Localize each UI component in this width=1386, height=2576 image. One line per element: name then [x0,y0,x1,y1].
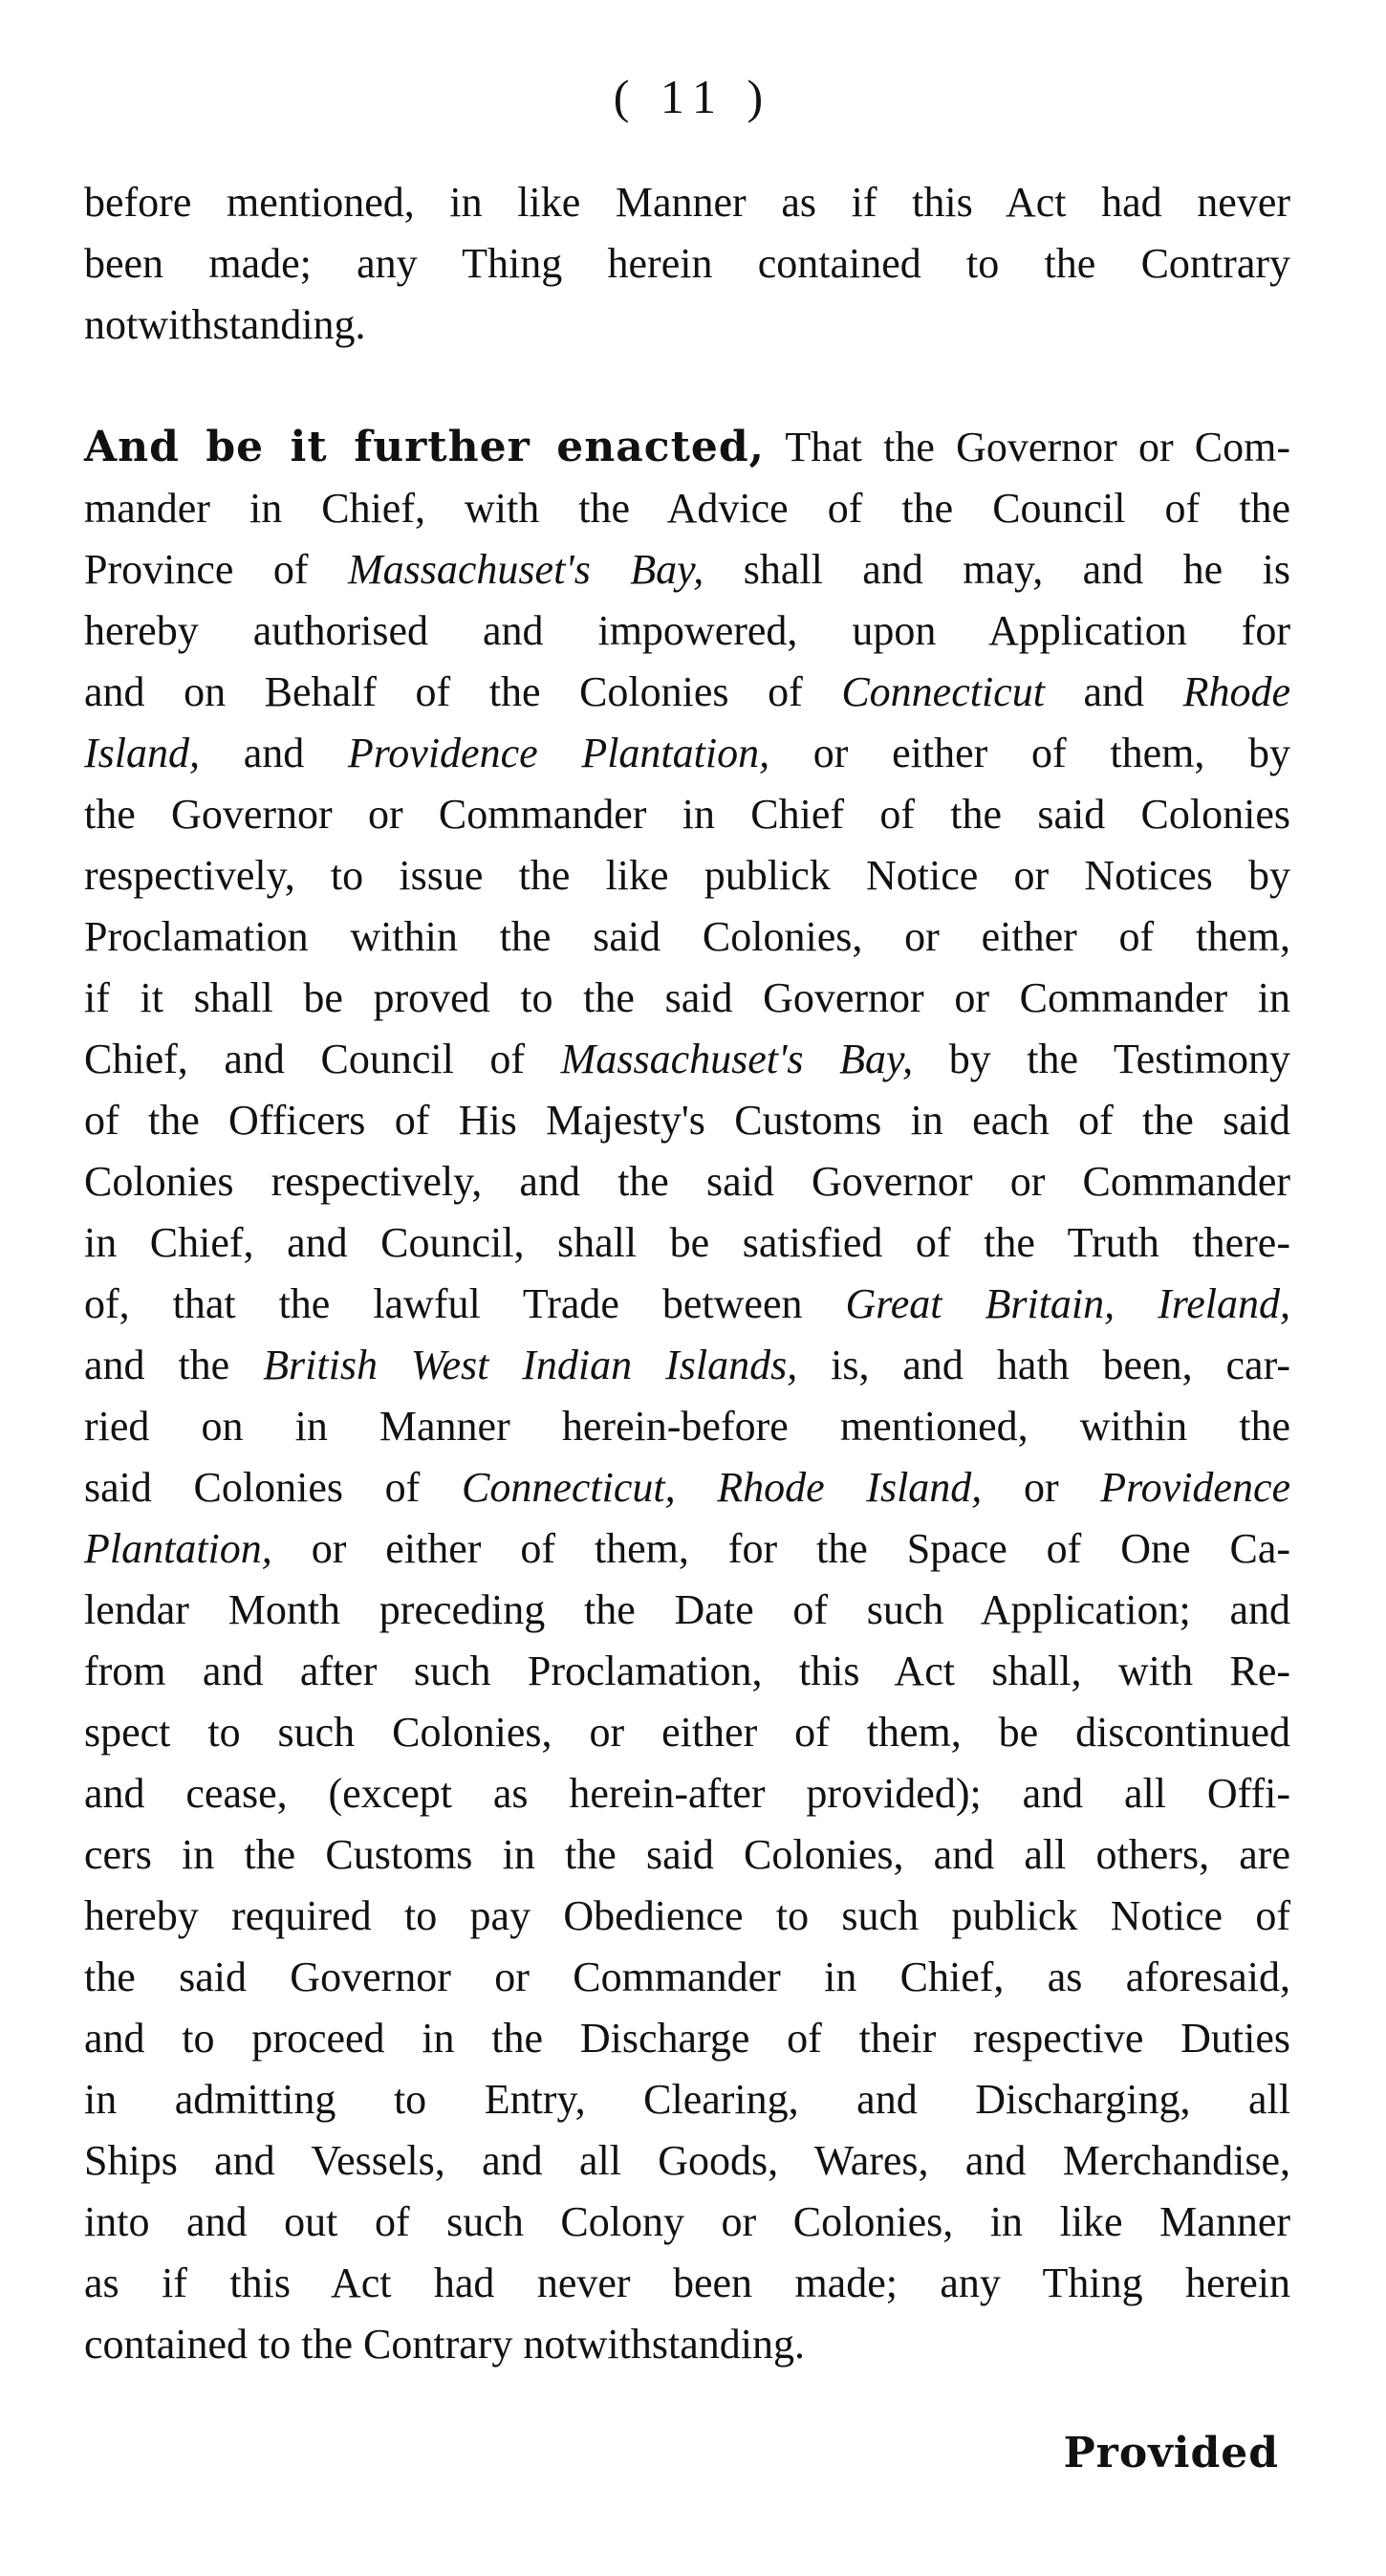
text-line: lendar Month preceding the Date of such Application; and [84,1586,1290,1633]
place-name: Great Britain, Ireland, [845,1280,1291,1327]
text-line: hereby required to pay Obedience to such publick Notice of [84,1892,1290,1939]
text-run: by the Testimony [913,1036,1290,1082]
text-run: and on Behalf of the Colonies of [84,668,842,715]
text-run: or [982,1464,1101,1511]
text-run: Province of [84,546,348,593]
paragraph-enactment [84,417,1290,2375]
text-line: ried on in Manner herein-before mentioned, within the [84,1403,1290,1450]
text-line [84,417,1290,478]
text-line: been made; any Thing herein contained to the Contrary [84,240,1290,287]
text-line: in Chief, and Council, shall be satisfied of the Truth there- [84,1219,1290,1266]
place-name: Providence [1100,1464,1291,1511]
paragraph-continuation [84,172,1290,356]
place-name: Massachuset's Bay, [348,546,704,593]
text-line: hereby authorised and impowered, upon Application for [84,607,1290,654]
text-line [84,1457,1290,1518]
text-line: cers in the Customs in the said Colonies, and all others, are [84,1831,1290,1878]
text-run: or either of them, by [769,730,1291,776]
text-line [84,662,1290,723]
text-line: and cease, (except as herein-after provided); and all Offi- [84,1770,1290,1817]
text-line: into and out of such Colony or Colonies, in like Manner [84,2198,1290,2245]
place-name: Rhode [1182,668,1290,715]
place-name: Plantation, [84,1525,272,1572]
text-run: is, and hath been, car- [797,1342,1290,1388]
place-name: Connecticut, Rhode Island, [461,1464,983,1511]
text-run: and [200,730,348,776]
text-line: from and after such Proclamation, this Act shall, with Re- [84,1648,1290,1694]
text-line [84,723,1290,784]
text-line: the said Governor or Commander in Chief, as aforesaid, [84,1954,1290,2000]
place-name: Island, [84,730,200,776]
text-line: and to proceed in the Discharge of their respective Duties [84,2015,1290,2062]
text-line [84,539,1290,600]
place-name: British West Indian Islands, [263,1342,798,1388]
place-name: Providence Plantation, [347,730,770,776]
text-line: as if this Act had never been made; any Thing herein [84,2259,1290,2306]
text-line: if it shall be proved to the said Governor or Commander in [84,974,1290,1021]
text-line: the Governor or Commander in Chief of the said Colonies [84,791,1290,838]
place-name: Connecticut [841,668,1045,715]
text-line: mander in Chief, with the Advice of the Council of the [84,485,1290,532]
text-run: That the Governor or Com- [765,424,1291,470]
text-line [84,1274,1290,1335]
text-line: respectively, to issue the like publick Notice or Notices by [84,852,1290,899]
text-run: said Colonies of [84,1464,462,1511]
text-run: and the [84,1342,264,1388]
blackletter-opening: And be it further enacted, [84,423,765,471]
page-number: ( 11 ) [613,70,773,123]
text-line: in admitting to Entry, Clearing, and Discharging, all [84,2076,1290,2123]
text-line: of the Officers of His Majesty's Customs in each of the said [84,1097,1290,1144]
text-line [84,1029,1290,1090]
text-run: Chief, and Council of [84,1036,561,1082]
text-line [84,1518,1290,1580]
catchword: Provided [1063,2429,1279,2478]
text-run: and [1044,668,1183,715]
text-run: shall and may, and he is [704,546,1290,593]
text-line: contained to the Contrary notwithstanding. [84,2321,805,2368]
text-line: Proclamation within the said Colonies, or either of them, [84,913,1290,960]
place-name: Massachuset's Bay, [560,1036,914,1082]
text-line [84,1335,1290,1396]
text-line: Colonies respectively, and the said Governor or Commander [84,1158,1290,1205]
text-line: spect to such Colonies, or either of them, be discontinued [84,1709,1290,1756]
text-line: Ships and Vessels, and all Goods, Wares, and Merchandise, [84,2137,1290,2184]
text-line: notwithstanding. [84,301,366,348]
text-run: of, that the lawful Trade between [84,1280,846,1327]
text-line: before mentioned, in like Manner as if this Act had never [84,179,1290,226]
text-run: or either of them, for the Space of One Ca- [271,1525,1290,1572]
